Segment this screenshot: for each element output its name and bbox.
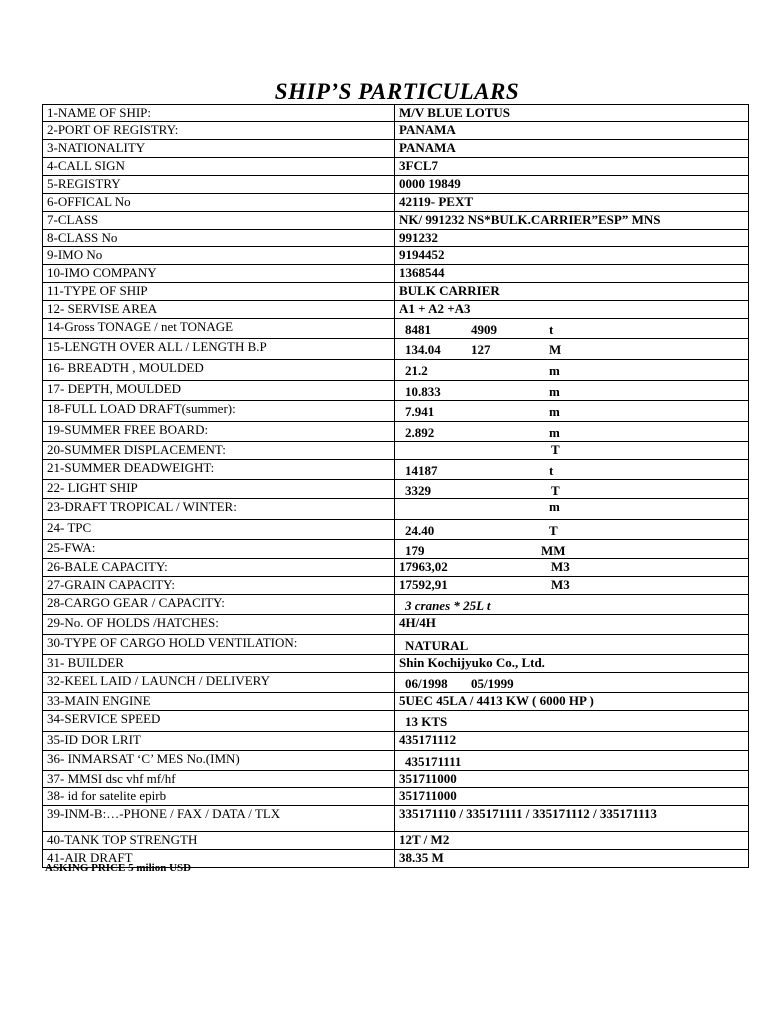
value-unit: m xyxy=(549,404,560,419)
table-row xyxy=(43,615,749,635)
row-value xyxy=(395,635,749,655)
value-primary: PANAMA xyxy=(399,140,456,155)
value-primary: 06/1998 xyxy=(405,676,448,691)
row-label: 27-GRAIN CAPACITY: xyxy=(43,577,395,595)
value-primary: 7.941 xyxy=(405,404,435,419)
value-primary: 42119- PEXT xyxy=(399,194,474,209)
value-primary: 351711000 xyxy=(399,788,457,803)
value-primary: 21.2 xyxy=(405,363,428,378)
value-primary: 9194452 xyxy=(399,247,445,262)
value-primary: 3329 xyxy=(405,483,431,498)
ship-particulars-table xyxy=(42,104,749,868)
row-label: 14-Gross TONAGE / net TONAGE xyxy=(43,319,395,339)
value-primary: 3FCL7 xyxy=(399,158,438,173)
row-label: 37- MMSI dsc vhf mf/hf xyxy=(43,771,395,788)
value-unit: m xyxy=(549,499,560,514)
row-label: 6-OFFICAL No xyxy=(43,194,395,212)
row-label: 11-TYPE OF SHIP xyxy=(43,283,395,301)
row-value xyxy=(395,319,749,339)
row-value xyxy=(395,751,749,771)
row-value xyxy=(395,520,749,540)
table-row xyxy=(43,339,749,360)
row-label: 18-FULL LOAD DRAFT(summer): xyxy=(43,401,395,422)
value-primary: PANAMA xyxy=(399,122,456,137)
table-row xyxy=(43,319,749,339)
value-primary: 38.35 M xyxy=(399,850,444,865)
value-primary: 10.833 xyxy=(405,384,441,399)
row-label: 20-SUMMER DISPLACEMENT: xyxy=(43,442,395,460)
table-row xyxy=(43,212,749,230)
value-secondary: 127 xyxy=(471,342,491,357)
table-row xyxy=(43,751,749,771)
row-label: 3-NATIONALITY xyxy=(43,140,395,158)
table-row xyxy=(43,381,749,401)
row-value xyxy=(395,615,749,635)
particulars-rows xyxy=(43,105,749,868)
table-row xyxy=(43,655,749,673)
row-label: 30-TYPE OF CARGO HOLD VENTILATION: xyxy=(43,635,395,655)
row-value xyxy=(395,806,749,832)
value-unit: M3 xyxy=(551,577,570,592)
row-label: 38- id for satelite epirb xyxy=(43,788,395,806)
value-unit: M xyxy=(549,342,562,357)
value-primary: 0000 19849 xyxy=(399,176,461,191)
row-value xyxy=(395,360,749,381)
table-row xyxy=(43,559,749,577)
value-unit: t xyxy=(549,463,554,478)
value-primary: 335171110 / 335171111 / 335171112 / 335171113 xyxy=(399,806,657,821)
row-value xyxy=(395,301,749,319)
row-value xyxy=(395,788,749,806)
table-row xyxy=(43,230,749,247)
row-label: 28-CARGO GEAR / CAPACITY: xyxy=(43,595,395,615)
value-primary: 13 KTS xyxy=(405,714,448,729)
table-row xyxy=(43,360,749,381)
row-value xyxy=(395,559,749,577)
value-primary: 134.04 xyxy=(405,342,441,357)
row-label: 29-No. OF HOLDS /HATCHES: xyxy=(43,615,395,635)
value-unit: m xyxy=(549,425,560,440)
row-label: 15-LENGTH OVER ALL / LENGTH B.P xyxy=(43,339,395,360)
value-primary: 24.40 xyxy=(405,523,435,538)
table-row xyxy=(43,442,749,460)
row-value xyxy=(395,140,749,158)
row-label: 35-ID DOR LRIT xyxy=(43,732,395,751)
row-label: 5-REGISTRY xyxy=(43,176,395,194)
value-primary: 12T / M2 xyxy=(399,832,450,847)
row-label: 9-IMO No xyxy=(43,247,395,265)
table-row xyxy=(43,176,749,194)
row-value xyxy=(395,212,749,230)
value-primary: 1368544 xyxy=(399,265,445,280)
row-value xyxy=(395,480,749,499)
table-row xyxy=(43,806,749,832)
value-primary: 5UEC 45LA / 4413 KW ( 6000 HP ) xyxy=(399,693,594,708)
table-row xyxy=(43,595,749,615)
row-label: 41-AIR DRAFT xyxy=(43,850,395,868)
row-label: 26-BALE CAPACITY: xyxy=(43,559,395,577)
row-value xyxy=(395,673,749,693)
value-primary: 991232 xyxy=(399,230,438,245)
value-primary: 14187 xyxy=(405,463,438,478)
table-row xyxy=(43,247,749,265)
asking-price-note: ASKING PRICE 5 milion USD xyxy=(45,862,192,874)
table-row xyxy=(43,401,749,422)
value-secondary: 4909 xyxy=(471,322,497,337)
row-label: 2-PORT OF REGISTRY: xyxy=(43,122,395,140)
table-row xyxy=(43,771,749,788)
row-label: 16- BREADTH , MOULDED xyxy=(43,360,395,381)
table-row xyxy=(43,635,749,655)
value-unit: T xyxy=(549,523,558,538)
table-row xyxy=(43,158,749,176)
row-value xyxy=(395,176,749,194)
table-row xyxy=(43,422,749,442)
value-primary: 2.892 xyxy=(405,425,435,440)
table-row xyxy=(43,140,749,158)
row-value xyxy=(395,158,749,176)
value-unit: m xyxy=(549,384,560,399)
row-value xyxy=(395,283,749,301)
row-value xyxy=(395,850,749,868)
value-secondary: 05/1999 xyxy=(471,676,514,691)
value-primary: Shin Kochijyuko Co., Ltd. xyxy=(399,655,545,670)
row-value xyxy=(395,230,749,247)
row-value xyxy=(395,832,749,850)
value-primary: 8481 xyxy=(405,322,431,337)
row-label: 40-TANK TOP STRENGTH xyxy=(43,832,395,850)
table-row xyxy=(43,540,749,559)
value-primary: 17963,02 xyxy=(399,559,448,574)
row-value xyxy=(395,711,749,732)
value-primary: 351711000 xyxy=(399,771,457,786)
value-primary: A1 + A2 +A3 xyxy=(399,301,471,316)
row-label: 12- SERVISE AREA xyxy=(43,301,395,319)
row-label: 10-IMO COMPANY xyxy=(43,265,395,283)
table-row xyxy=(43,105,749,122)
row-value xyxy=(395,540,749,559)
row-value xyxy=(395,771,749,788)
row-label: 22- LIGHT SHIP xyxy=(43,480,395,499)
table-row xyxy=(43,265,749,283)
row-value xyxy=(395,105,749,122)
row-value xyxy=(395,460,749,480)
row-label: 8-CLASS No xyxy=(43,230,395,247)
row-label: 34-SERVICE SPEED xyxy=(43,711,395,732)
row-value xyxy=(395,655,749,673)
table-row xyxy=(43,520,749,540)
value-primary: 435171112 xyxy=(399,732,457,747)
table-row xyxy=(43,732,749,751)
value-unit: m xyxy=(549,363,560,378)
row-label: 17- DEPTH, MOULDED xyxy=(43,381,395,401)
row-value xyxy=(395,265,749,283)
row-value xyxy=(395,693,749,711)
value-primary: 179 xyxy=(405,543,425,558)
value-unit: t xyxy=(549,322,554,337)
row-value xyxy=(395,499,749,520)
row-value xyxy=(395,401,749,422)
table-row xyxy=(43,693,749,711)
row-label: 19-SUMMER FREE BOARD: xyxy=(43,422,395,442)
row-label: 24- TPC xyxy=(43,520,395,540)
table-row xyxy=(43,673,749,693)
table-row xyxy=(43,832,749,850)
row-value xyxy=(395,122,749,140)
value-primary: 3 cranes * 25L t xyxy=(405,598,491,613)
value-primary: NATURAL xyxy=(405,638,469,653)
table-row xyxy=(43,577,749,595)
value-primary: M/V BLUE LOTUS xyxy=(399,105,511,120)
value-unit: T xyxy=(551,483,560,498)
row-value xyxy=(395,732,749,751)
value-primary: 4H/4H xyxy=(399,615,436,630)
page-title: SHIP’S PARTICULARS xyxy=(274,79,520,104)
table-row xyxy=(43,499,749,520)
value-unit: MM xyxy=(541,543,566,558)
table-row xyxy=(43,301,749,319)
value-unit: T xyxy=(551,442,560,457)
row-value xyxy=(395,247,749,265)
value-primary: 17592,91 xyxy=(399,577,448,592)
table-row xyxy=(43,788,749,806)
row-label: 7-CLASS xyxy=(43,212,395,230)
row-value xyxy=(395,339,749,360)
row-label: 4-CALL SIGN xyxy=(43,158,395,176)
row-value xyxy=(395,577,749,595)
row-label: 39-INM-B:…-PHONE / FAX / DATA / TLX xyxy=(43,806,395,832)
table-row xyxy=(43,480,749,499)
row-label: 21-SUMMER DEADWEIGHT: xyxy=(43,460,395,480)
row-label: 23-DRAFT TROPICAL / WINTER: xyxy=(43,499,395,520)
table-row xyxy=(43,460,749,480)
table-row xyxy=(43,122,749,140)
value-unit: M3 xyxy=(551,559,570,574)
row-label: 36- INMARSAT ‘C’ MES No.(IMN) xyxy=(43,751,395,771)
row-label: 1-NAME OF SHIP: xyxy=(43,105,395,122)
table-row xyxy=(43,711,749,732)
row-value xyxy=(395,595,749,615)
table-row xyxy=(43,283,749,301)
row-value xyxy=(395,442,749,460)
row-label: 32-KEEL LAID / LAUNCH / DELIVERY xyxy=(43,673,395,693)
row-label: 25-FWA: xyxy=(43,540,395,559)
row-value xyxy=(395,194,749,212)
row-label: 33-MAIN ENGINE xyxy=(43,693,395,711)
row-value xyxy=(395,381,749,401)
value-primary: BULK CARRIER xyxy=(399,283,500,298)
value-primary: 435171111 xyxy=(405,754,462,769)
table-row xyxy=(43,194,749,212)
row-label: 31- BUILDER xyxy=(43,655,395,673)
row-value xyxy=(395,422,749,442)
value-primary: NK/ 991232 NS*BULK.CARRIER”ESP” MNS xyxy=(399,212,661,227)
